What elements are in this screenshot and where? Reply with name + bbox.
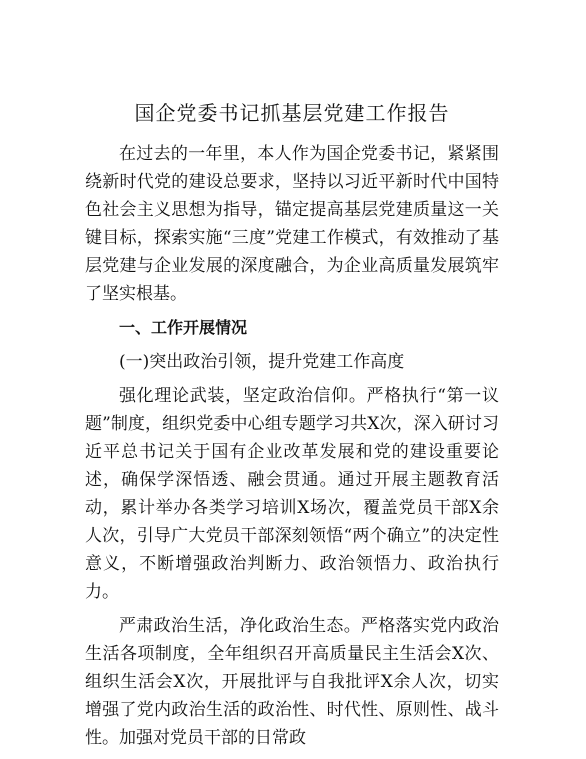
document-title: 国企党委书记抓基层党建工作报告 [134, 101, 450, 125]
body-paragraph-1: 强化理论武装，坚定政治信仰。严格执行“第一议题”制度，组织党委中心组专题学习共X次，深入研讨习近平总书记关于国有企业改革发展和党的建设重要论述，确保学深悟透、融会贯通。通过开展主题教育活动，累计举办各类学习培训X场次，覆盖党员干部X余人次，引导广大党员干部深刻领悟“两个确立”的决定性意义，不断增强政治判断力、政治领悟力、政治执行力。 [85, 386, 499, 602]
document-body [85, 98, 499, 752]
intro-paragraph: 在过去的一年里，本人作为国企党委书记，紧紧围绕新时代党的建设总要求，坚持以习近平新时代中国特色社会主义思想为指导，锚定提高基层党建质量这一关键目标，探索实施“三度”党建工作模式，有效推动了基层党建与企业发展的深度融合，为企业高质量发展筑牢了坚实根基。 [85, 144, 499, 304]
section-heading: 一、工作开展情况 [119, 318, 248, 337]
body-paragraph-2: 严肃政治生活，净化政治生态。严格落实党内政治生活各项制度，全年组织召开高质量民主生活会X次、组织生活会X次，开展批评与自我批评X余人次，切实增强了党内政治生活的政治性、时代性、原则性、战斗性。加强对党员干部的日常政 [85, 616, 499, 748]
subsection-heading: (一)突出政治引领，提升党建工作高度 [119, 352, 405, 372]
